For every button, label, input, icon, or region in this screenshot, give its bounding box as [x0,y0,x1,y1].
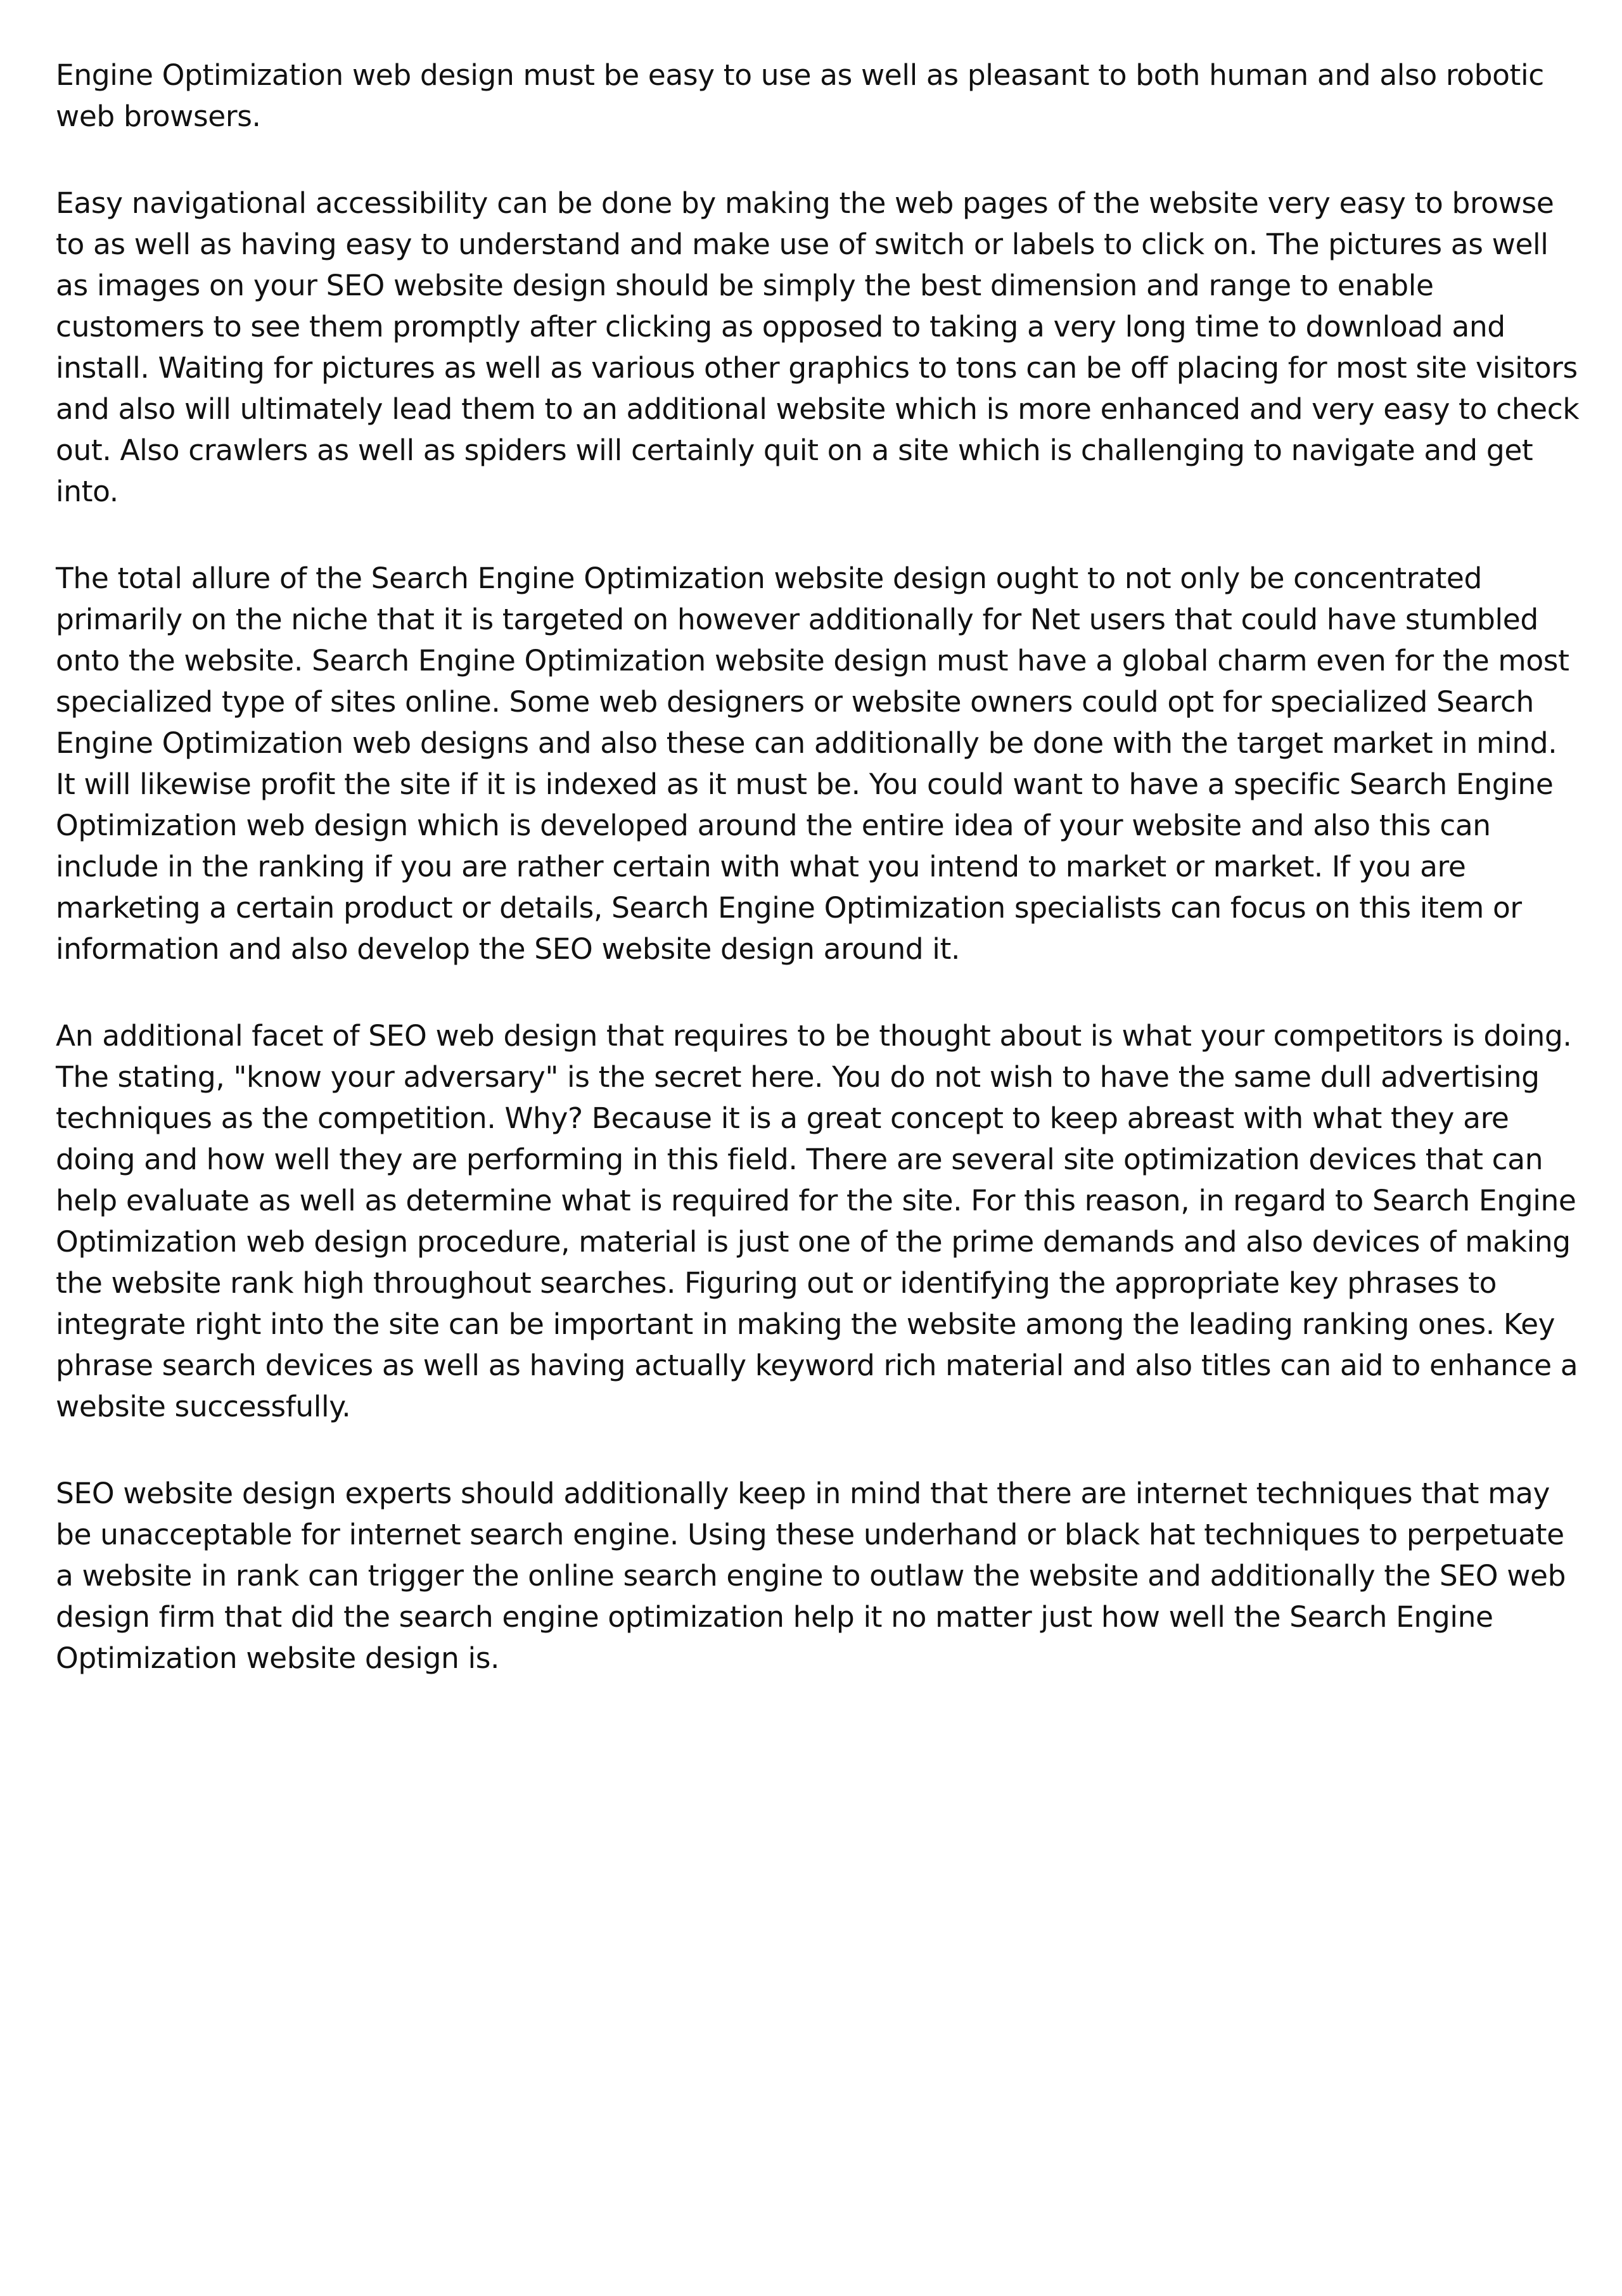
paragraph-4: An additional facet of SEO web design that requires to be thought about is what your competitors is doing. The stating, "know your adversary" is the secret here. You do not wish to have the same dull advertising techniques as the competition. Why? Because it is a great concept to keep abreast with what they are doing and how well they are performing in this field. There are several site optimization devices that can help evaluate as well as determine what is required for the site. For this reason, in regard to Search Engine Optimization web design procedure, material is just one of the prime demands and also devices of making the website rank high throughout searches. Figuring out or identifying the appropriate key phrases to integrate right into the site can be important in making the website among the leading ranking ones. Key phrase search devices as well as having actually keyword rich material and also titles can aid to enhance a website successfully. [56,1019,1578,1423]
paragraph-3: The total allure of the Search Engine Optimization website design ought to not only be concentrated primarily on the niche that it is targeted on however additionally for Net users that could have stumbled onto the website. Search Engine Optimization website design must have a global charm even for the most specialized type of sites online. Some web designers or website owners could opt for specialized Search Engine Optimization web designs and also these can additionally be done with the target market in mind. It will likewise profit the site if it is indexed as it must be. You could want to have a specific Search Engine Optimization web design which is developed around the entire idea of your website and also this can include in the ranking if you are rather certain with what you intend to market or market. If you are marketing a certain product or details, Search Engine Optimization specialists can focus on this item or information and also develop the SEO website design around it. [56,561,1569,966]
paragraph-2: Easy navigational accessibility can be done by making the web pages of the website very easy to browse to as well as having easy to understand and make use of switch or labels to click on. The pictures as well as images on your SEO website design should be simply the best dimension and range to enable customers to see them promptly after clicking as opposed to taking a very long time to download and install. Waiting for pictures as well as various other graphics to tons can be off placing for most site visitors and also will ultimately lead them to an additional website which is more enhanced and very easy to check out. Also crawlers as well as spiders will certainly quit on a site which is challenging to navigate and get into. [56,186,1580,508]
article-body [56,55,1583,1724]
paragraph-1: Engine Optimization web design must be easy to use as well as pleasant to both human and also robotic web browsers. [56,58,1544,133]
paragraph-5: SEO website design experts should additionally keep in mind that there are internet techniques that may be unacceptable for internet search engine. Using these underhand or black hat techniques to perpetuate a website in rank can trigger the online search engine to outlaw the website and additionally the SEO web design firm that did the search engine optimization help it no matter just how well the Search Engine Optimization website design is. [56,1477,1566,1675]
